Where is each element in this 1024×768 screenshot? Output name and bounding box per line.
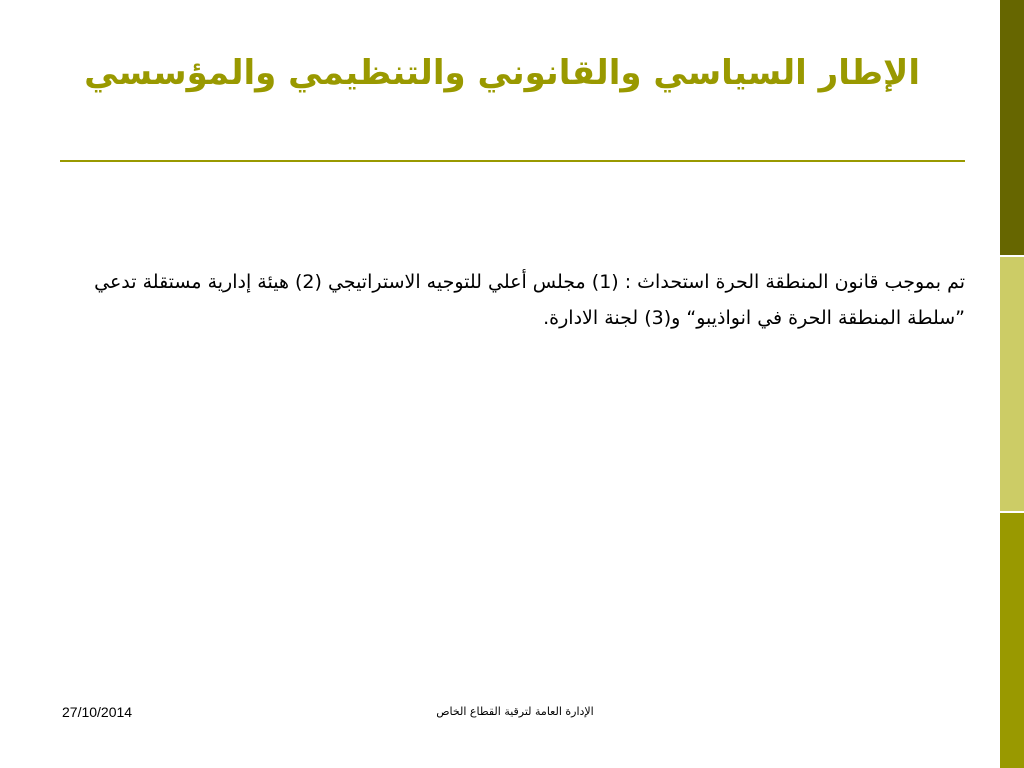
slide-body-text: تم بموجب قانون المنطقة الحرة استحداث : (1) مجلس أعلي للتوجيه الاستراتيجي (2) هيئة إدارية مستقلة تدعي ”سلطة المنطقة الحرة في انواذيبو“ و(3) لجنة الادارة. [94,271,965,329]
sidebar-segment-dark [1000,0,1024,255]
footer-organization: الإدارة العامة لترقية القطاع الخاص [436,705,594,718]
title-divider [60,160,965,162]
footer-date: 27/10/2014 [62,704,133,720]
sidebar-segment-medium [1000,513,1024,768]
decorative-sidebar [998,0,1024,768]
slide-title: الإطار السياسي والقانوني والتنظيمي والمؤسسي [84,53,920,93]
sidebar-segment-light [1000,257,1024,511]
